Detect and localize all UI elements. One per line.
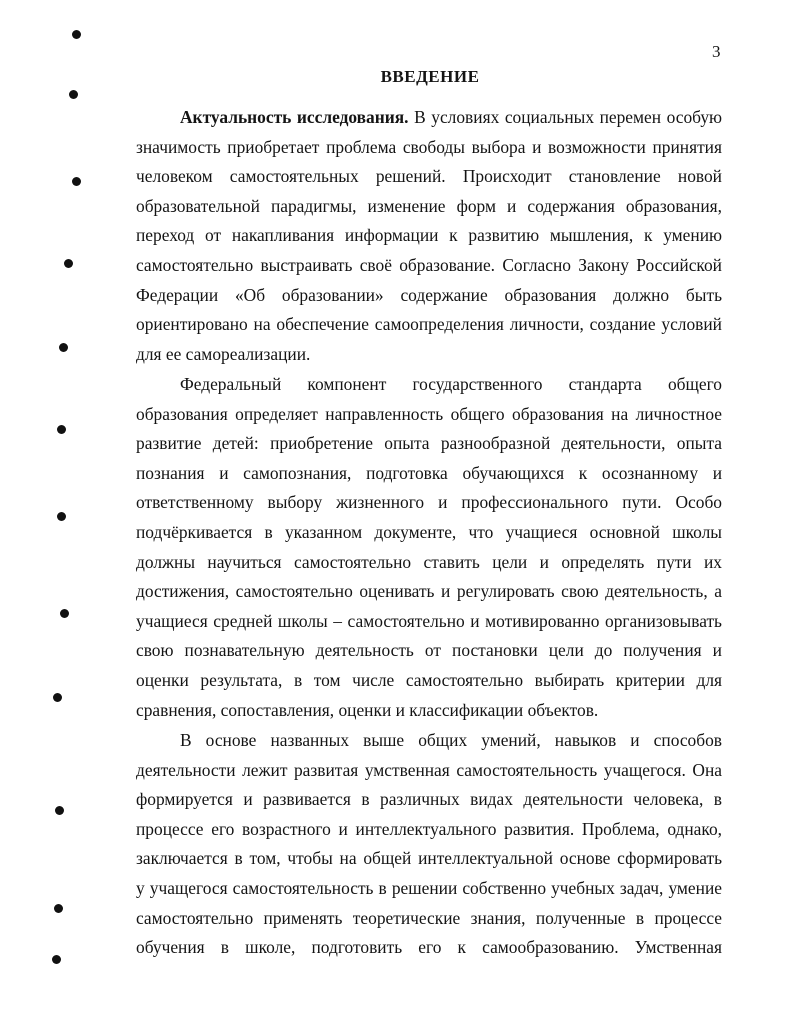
page-number: 3 bbox=[712, 42, 721, 61]
binder-hole-mark bbox=[59, 343, 68, 352]
paragraph-relevance bbox=[136, 103, 722, 369]
text-line: для ее самореализации. bbox=[136, 343, 311, 364]
text-line: ориентировано на обеспечение самоопределения личности, создание условий bbox=[136, 314, 722, 335]
text-line: В основе названных выше общих умений, навыков и способов bbox=[180, 730, 722, 750]
binder-hole-mark bbox=[57, 425, 66, 434]
binder-hole-mark bbox=[64, 259, 73, 268]
text-line: Актуальность исследования. В условиях социальных перемен особую bbox=[180, 107, 722, 127]
text-line: ответственному выбору жизненного и профессионального пути. Особо bbox=[136, 492, 722, 513]
text-line: Федерации «Об образовании» содержание образования должно быть bbox=[136, 284, 722, 305]
binder-hole-mark bbox=[57, 512, 66, 521]
inline-heading: Актуальность исследования. bbox=[180, 107, 409, 127]
text-line: самостоятельно применять теоретические знания, полученные в процессе bbox=[136, 907, 722, 928]
binder-hole-mark bbox=[54, 904, 63, 913]
text-line: образования определяет направленность общего образования на личностное bbox=[136, 403, 722, 424]
text-line: учащиеся средней школы – самостоятельно и мотивированно организовывать bbox=[136, 610, 722, 631]
text-line: оценки результата, в том числе самостоятельно выбирать критерии для bbox=[136, 669, 722, 690]
text-line: достижения, самостоятельно оценивать и регулировать свою деятельность, а bbox=[136, 581, 722, 602]
binder-hole-mark bbox=[52, 955, 61, 964]
text-line: процессе его возрастного и интеллектуального развития. Проблема, однако, bbox=[136, 818, 722, 839]
text-line: у учащегося самостоятельность в решении собственно учебных задач, умение bbox=[136, 877, 722, 898]
paragraph-mental-independence bbox=[136, 726, 722, 963]
binder-hole-mark bbox=[69, 90, 78, 99]
text-line: обучения в школе, подготовить его к самообразованию. Умственная bbox=[136, 937, 722, 958]
paragraph-standard bbox=[136, 370, 722, 725]
text-line: человеком самостоятельных решений. Происходит становление новой bbox=[136, 166, 722, 187]
binder-hole-mark bbox=[55, 806, 64, 815]
text-line: деятельности лежит развитая умственная самостоятельность учащегося. Она bbox=[136, 759, 722, 780]
text-line: образовательной парадигмы, изменение форм и содержания образования, bbox=[136, 195, 722, 216]
binder-hole-mark bbox=[60, 609, 69, 618]
text-line: должны научиться самостоятельно ставить цели и определять пути их bbox=[136, 551, 722, 572]
text-line: Федеральный компонент государственного стандарта общего bbox=[180, 374, 722, 394]
text-line: подчёркивается в указанном документе, что учащиеся основной школы bbox=[136, 521, 722, 542]
text-line: сравнения, сопоставления, оценки и классификации объектов. bbox=[136, 699, 599, 720]
binder-hole-mark bbox=[72, 177, 81, 186]
text-line: самостоятельно выстраивать своё образование. Согласно Закону Российской bbox=[136, 254, 722, 275]
text-line: развитие детей: приобретение опыта разнообразной деятельности, опыта bbox=[136, 433, 722, 454]
page-title: ВВЕДЕНИЕ bbox=[380, 67, 480, 86]
text-line: заключается в том, чтобы на общей интеллектуальной основе сформировать bbox=[136, 848, 722, 869]
text-line: формируется и развивается в различных видах деятельности человека, в bbox=[136, 789, 722, 810]
text-line: свою познавательную деятельность от постановки цели до получения и bbox=[136, 640, 722, 661]
text-line: переход от накапливания информации к развитию мышления, к умению bbox=[136, 225, 722, 246]
binder-hole-mark bbox=[53, 693, 62, 702]
text-line: познания и самопознания, подготовка обучающихся к осознанному и bbox=[136, 462, 722, 483]
binder-hole-mark bbox=[72, 30, 81, 39]
text-line: значимость приобретает проблема свободы выбора и возможности принятия bbox=[136, 136, 722, 157]
